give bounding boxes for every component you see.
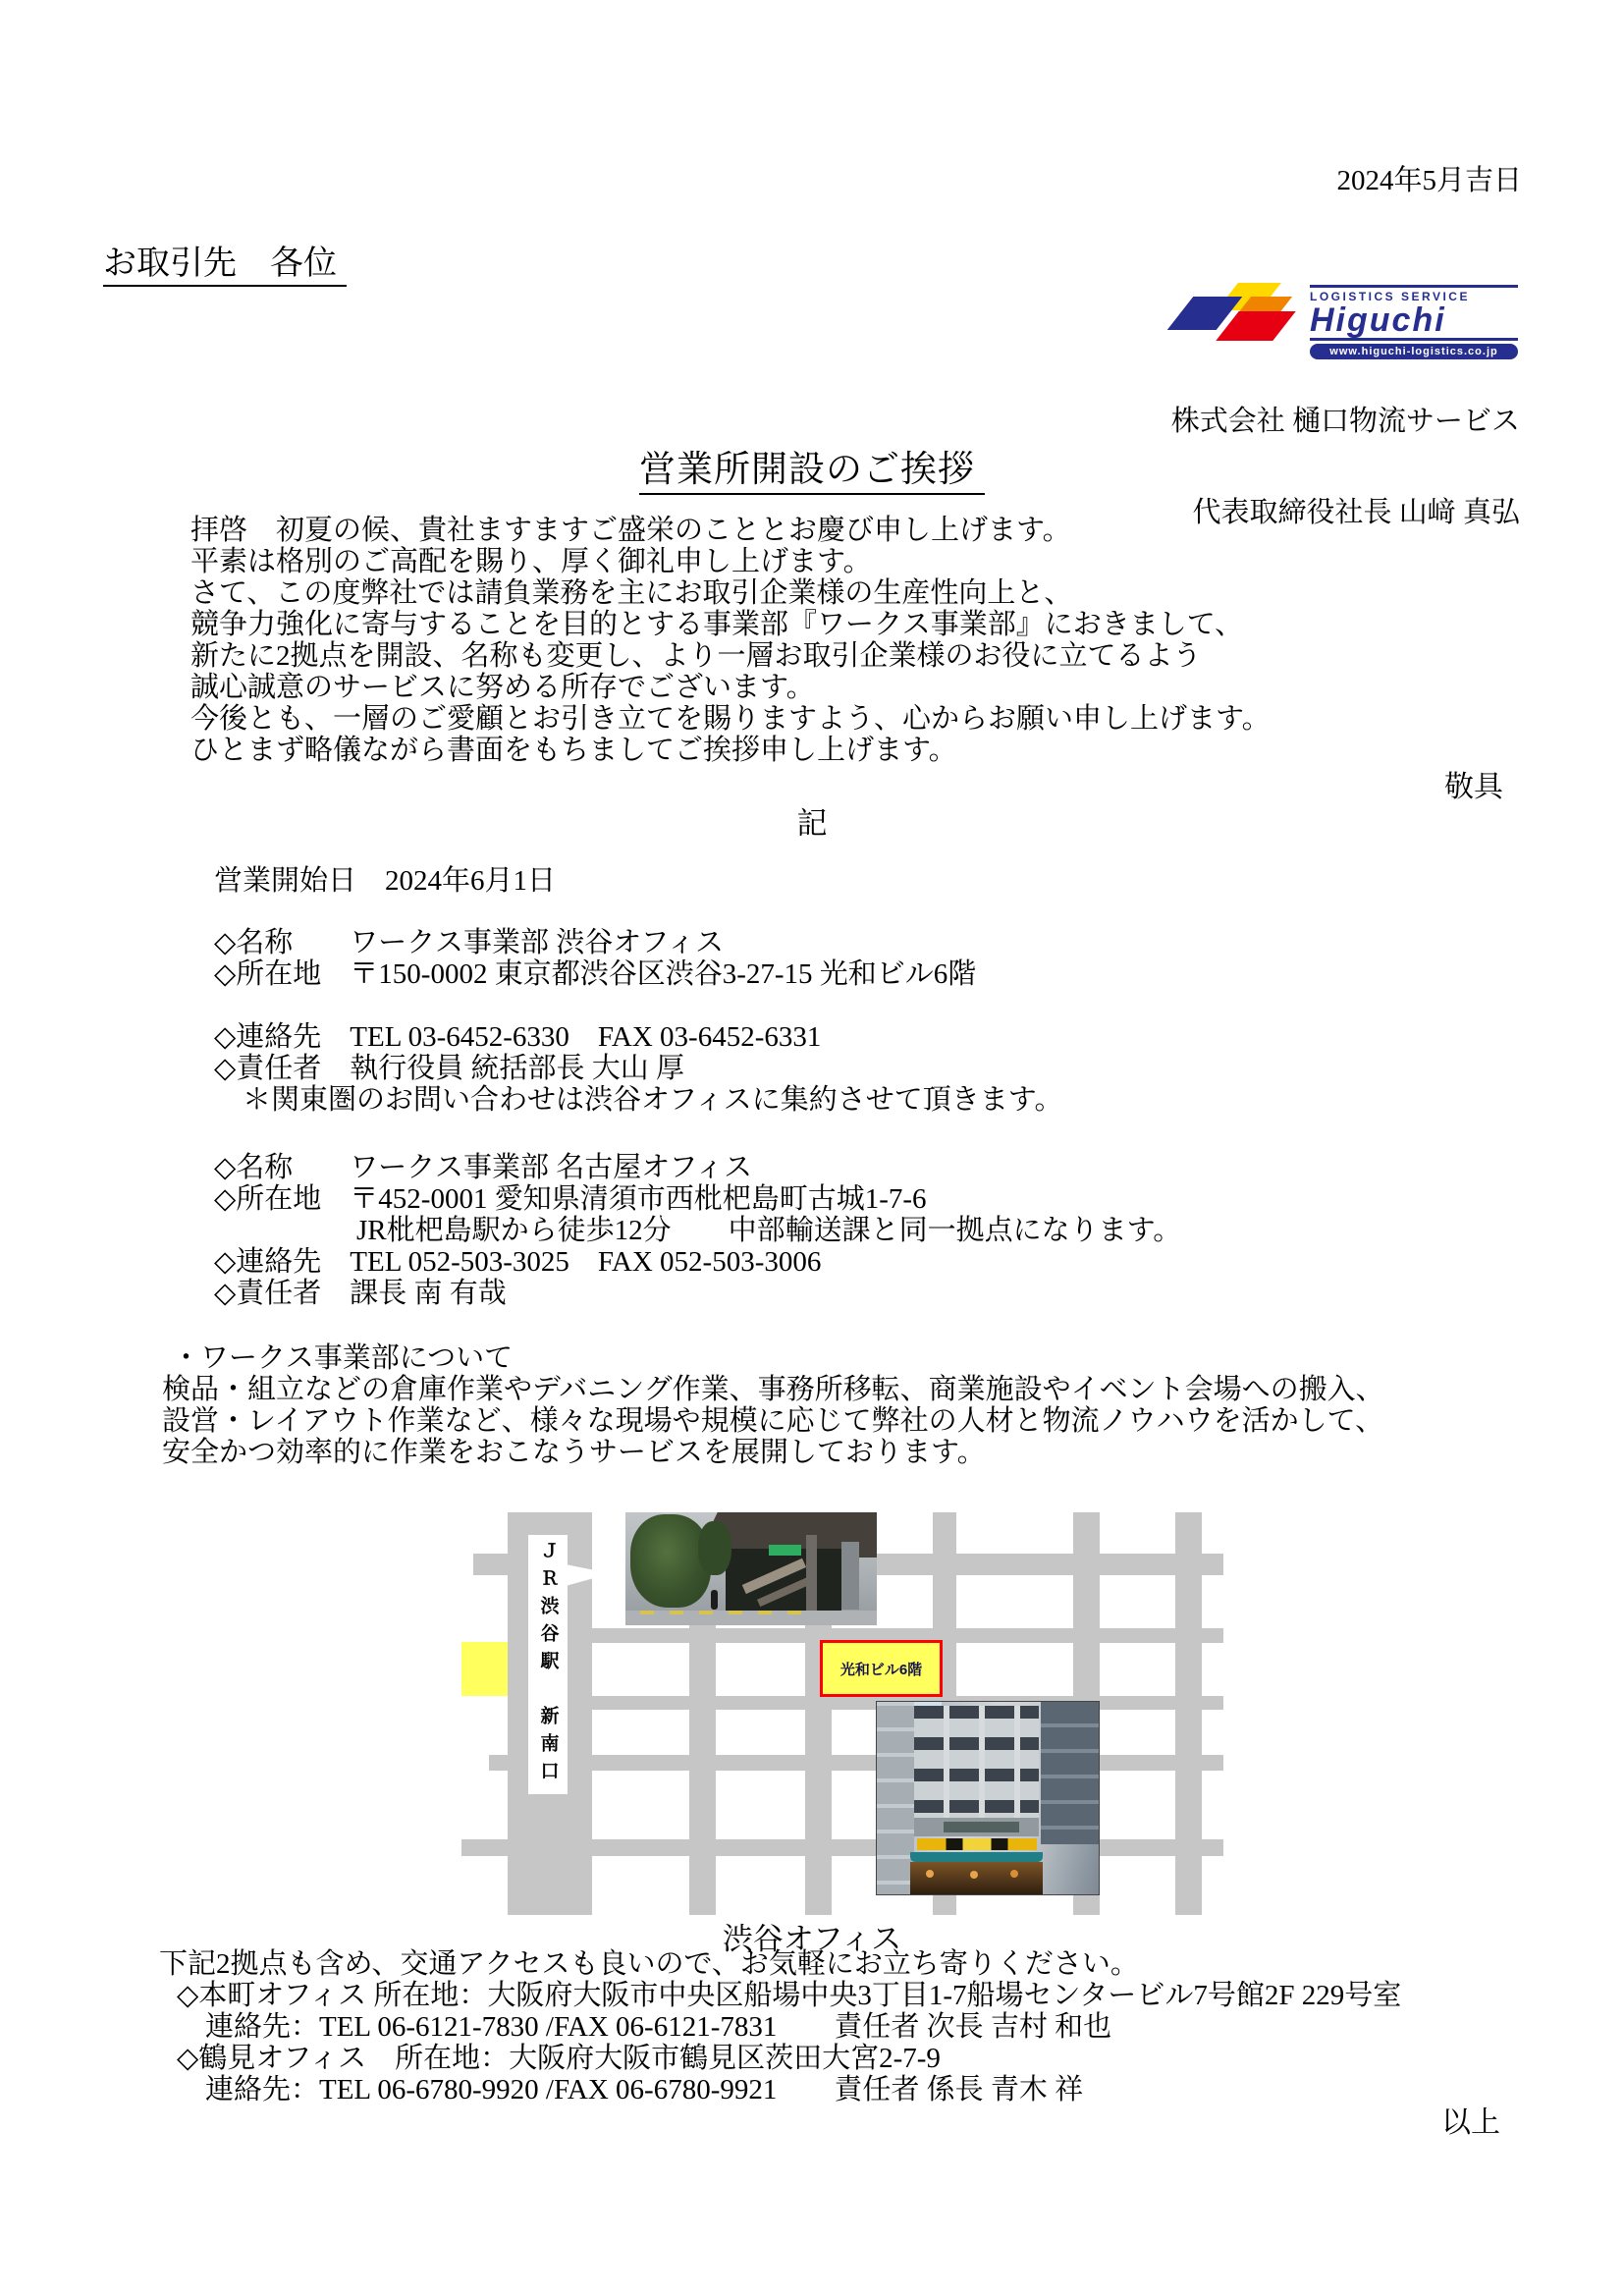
footer-line: 下記2拠点も含め、交通アクセスも良いので、お気軽にお立ち寄りください。 [159, 1948, 1139, 1980]
date-line: 2024年5月吉日 [1336, 165, 1522, 196]
office-manager-line: ◇責任者 課長 南 有哉 [214, 1278, 507, 1309]
office-note-line: ＊関東圏のお問い合わせは渋谷オフィスに集約させて頂きます。 [214, 1084, 1063, 1116]
footer-line: 連絡先：TEL 06-6121-7830 /FAX 06-6121-7831 責任者 次長 吉村 和也 [177, 2011, 1112, 2043]
station-photo [625, 1512, 877, 1625]
body-line: 競争力強化に寄与することを目的とする事業部『ワークス事業部』におきまして、 [190, 609, 1244, 640]
station-label-box [528, 1535, 568, 1794]
body-line: さて、この度弊社では請負業務を主にお取引企業様の生産性向上と、 [190, 577, 1073, 609]
body-line: 拝啓 初夏の候、貴社ますますご盛栄のこととお慶び申し上げます。 [190, 515, 1071, 546]
about-title: ・ワークス事業部について [172, 1342, 514, 1374]
street-segment [489, 1755, 508, 1771]
start-date-line: 営業開始日 2024年6月1日 [214, 865, 557, 897]
pedestrian [711, 1590, 718, 1610]
president-name: 代表取締役社長 山﨑 真弘 [1192, 497, 1520, 528]
about-line: 設営・レイアウト作業など、様々な現場や規模に応じて弊社の人材と物流ノウハウを活かして、 [162, 1405, 1384, 1437]
building-photo [876, 1701, 1100, 1895]
building-label-box [820, 1640, 943, 1697]
closing-keigu: 敬具 [1444, 771, 1503, 803]
greeting-paragraph [190, 515, 1271, 766]
facade-mullions [914, 1706, 1039, 1818]
company-logo [1174, 279, 1520, 357]
logo-brand: Higuchi [1310, 303, 1518, 341]
footer-line: ◇本町オフィス 所在地：大阪府大阪市中央区船場中央3丁目1-7船場センタービル7号館2F 229号室 [177, 1980, 1402, 2011]
tree [698, 1521, 731, 1575]
office-name-line: ◇名称 ワークス事業部 渋谷オフィス [214, 927, 725, 958]
logo-website: www.higuchi-logistics.co.jp [1310, 344, 1518, 359]
logo-mark-icon [1174, 281, 1304, 346]
about-line: 検品・組立などの倉庫作業やデバニング作業、事務所移転、商業施設やイベント会場への搬入、 [162, 1374, 1384, 1405]
other-offices-block [159, 1948, 1402, 2105]
pillar [806, 1535, 816, 1614]
about-line: 安全かつ効率的に作業をおこなうサービスを展開しております。 [162, 1437, 986, 1468]
footer-line: ◇鶴見オフィス 所在地：大阪府大阪市鶴見区茨田大宮2-7-9 [177, 2043, 941, 2074]
office-address-line: ◇所在地 〒150-0002 東京都渋谷区渋谷3-27-15 光和ビル6階 [214, 958, 977, 990]
signboard-text-block [944, 1822, 1019, 1833]
tactile-paving [640, 1611, 806, 1613]
storefront [910, 1862, 1044, 1894]
company-name: 株式会社 樋口物流サービス [1170, 406, 1520, 437]
pillar [841, 1542, 859, 1610]
document-title: 営業所開設のご挨拶 [639, 450, 985, 495]
record-mark: 記 [796, 806, 828, 841]
map-highlight-block [461, 1642, 508, 1696]
adjacent-building [877, 1702, 914, 1894]
body-line: ひとまず略儀ながら書面をもちましてご挨拶申し上げます。 [190, 735, 957, 766]
document-title-row [0, 439, 1624, 492]
shop-light [1010, 1870, 1018, 1878]
nagoya-office-block [214, 1152, 1181, 1309]
logo-tagline: LOGISTICS SERVICE [1310, 290, 1470, 303]
office-access-line: JR枇杷島駅から徒歩12分 中部輸送課と同一拠点になります。 [214, 1215, 1182, 1246]
office-name-line: ◇名称 ワークス事業部 名古屋オフィス [214, 1152, 753, 1183]
body-line: 今後とも、一層のご愛顧とお引き立てを賜りますよう、心からお願い申し上げます。 [190, 703, 1271, 735]
footer-line: 連絡先：TEL 06-6780-9920 /FAX 06-6780-9921 責任者 係長 青木 祥 [177, 2074, 1084, 2105]
shop-sign [917, 1838, 1037, 1850]
station-sign [769, 1545, 801, 1555]
logo-stripe-red-icon [1216, 311, 1295, 341]
office-contact-line: ◇連絡先 TEL 052-503-3025 FAX 052-503-3006 [214, 1246, 822, 1278]
body-line: 平素は格別のご高配を賜り、厚く御礼申し上げます。 [190, 546, 872, 577]
body-line: 誠心誠意のサービスに努める所存でございます。 [190, 672, 815, 703]
recipient-text: お取引先 各位 [103, 246, 347, 287]
station-entrance [726, 1549, 841, 1612]
body-line: 新たに2拠点を開設、名称も変更し、より一層お取引企業様のお役に立てるよう [190, 640, 1202, 672]
street-segment [461, 1839, 1223, 1856]
station-label: ＪＲ渋谷駅 新南口 [537, 1541, 559, 1788]
recipient-line [103, 236, 347, 284]
shibuya-office-block [214, 927, 1063, 1116]
street-segment [473, 1554, 508, 1575]
map-caption: 渋谷オフィス [722, 1922, 902, 1956]
office-contact-line: ◇連絡先 TEL 03-6452-6330 FAX 03-6452-6331 [214, 1021, 822, 1053]
office-address-line: ◇所在地 〒452-0001 愛知県清須市西枇杷島町古城1-7-6 [214, 1183, 927, 1215]
awning [910, 1852, 1044, 1862]
about-paragraph [162, 1374, 1384, 1468]
building-label: 光和ビル6階 [839, 1661, 923, 1678]
street-segment [872, 1554, 1223, 1575]
shop-light [926, 1870, 934, 1878]
office-manager-line: ◇責任者 執行役員 統括部長 大山 厚 [214, 1053, 685, 1084]
closing-ijou: 以上 [1441, 2106, 1500, 2139]
access-map [461, 1512, 1223, 1915]
adjacent-building [1041, 1702, 1099, 1844]
